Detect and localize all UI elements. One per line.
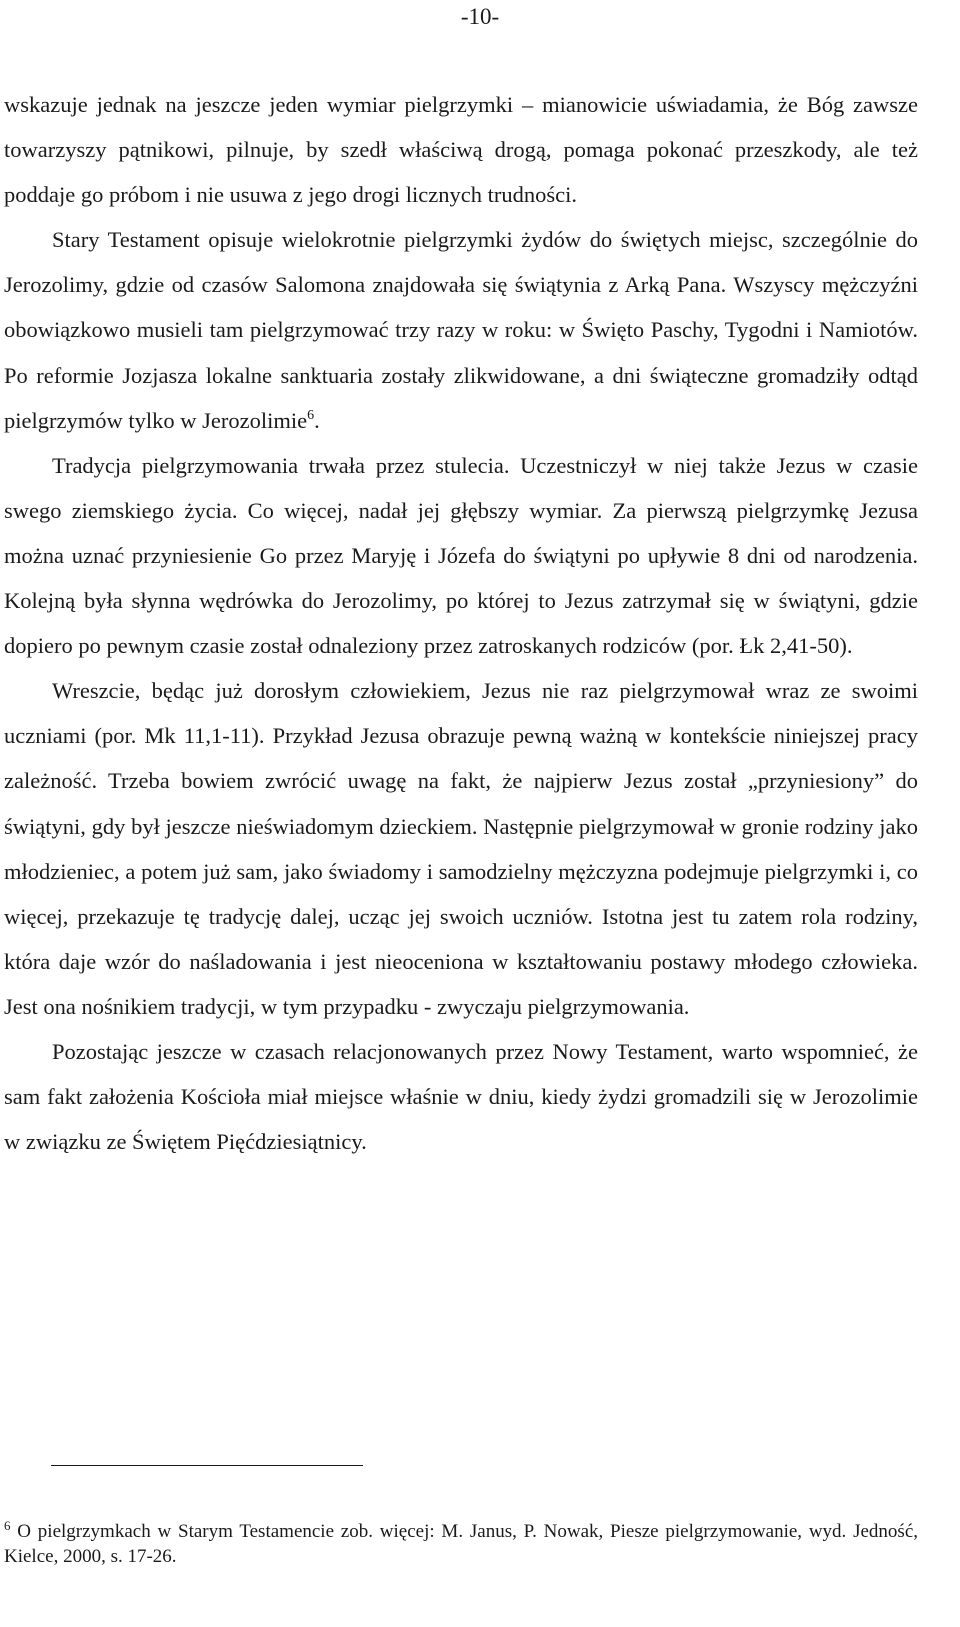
footnote-text: O pielgrzymkach w Starym Testamencie zob. więcej: M. Janus, P. Nowak, Piesze pielgrzymowanie, wyd. Jedność, Kielce, 2000, s. 17-26. [4, 1521, 918, 1567]
footnote [4, 1519, 918, 1569]
paragraph-text: Stary Testament opisuje wielokrotnie pielgrzymki żydów do świętych miejsc, szczególnie do Jerozolimy, gdzie od czasów Salomona znajdowała się świątynia z Arką Pana. Wszyscy mężczyźni obowiązkowo musieli tam pielgrzymować trzy razy w roku: w Święto Paschy, Tygodni i Namiotów. Po reformie Jozjasza lokalne sanktuaria zostały zlikwidowane, a dni świąteczne gromadziły odtąd pielgrzymów tylko w Jerozolimie [4, 227, 918, 433]
paragraph-continued: wskazuje jednak na jeszcze jeden wymiar pielgrzymki – mianowicie uświadamia, że Bóg zawsze towarzyszy pątnikowi, pilnuje, by szedł właściwą drogą, pomaga pokonać przeszkody, ale też poddaje go próbom i nie usuwa z jego drogi licznych trudności. [4, 92, 918, 208]
paragraph-new-testament: Pozostając jeszcze w czasach relacjonowanych przez Nowy Testament, warto wspomnieć, że sam fakt założenia Kościoła miał miejsce właśnie w dniu, kiedy żydzi gromadzili się w Jerozolimie w związku ze Świętem Pięćdziesiątnicy. [4, 1038, 918, 1155]
body-text [4, 82, 918, 1164]
page-number: -10- [460, 4, 500, 29]
paragraph-jesus-pilgrimage: Wreszcie, będąc już dorosłym człowiekiem, Jezus nie raz pielgrzymował wraz ze swoimi uczniami (por. Mk 11,1-11). Przykład Jezusa obrazuje pewną ważną w kontekście niniejszej pracy zależność. Trzeba bowiem zwrócić uwagę na fakt, że najpierw Jezus został „przyniesiony” do świątyni, gdy był jeszcze nieświadomym dzieckiem. Następnie pielgrzymował w gronie rodziny jako młodzieniec, a potem już sam, jako świadomy i samodzielny mężczyzna podejmuje pielgrzymki i, co więcej, przekazuje tę tradycję dalej, ucząc jej swoich uczniów. Istotna jest tu zatem rola rodziny, która daje wzór do naśladowania i jest nieoceniona w kształtowaniu postawy młodego człowieka. Jest ona nośnikiem tradycji, w tym przypadku - zwyczaju pielgrzymowania. [4, 678, 918, 1019]
paragraph-tradition: Tradycja pielgrzymowania trwała przez stulecia. Uczestniczył w niej także Jezus w czasie swego ziemskiego życia. Co więcej, nadał jej głębszy wymiar. Za pierwszą pielgrzymkę Jezusa można uznać przyniesienie Go przez Maryję i Józefa do świątyni po upływie 8 dni od narodzenia. Kolejną była słynna wędrówka do Jerozolimy, po której to Jezus zatrzymał się w świątyni, gdzie dopiero po pewnym czasie został odnaleziony przez zatroskanych rodziców (por. Łk 2,41-50). [4, 452, 918, 659]
paragraph-end-punctuation: . [314, 407, 320, 433]
footnote-reference[interactable]: 6 [307, 407, 315, 423]
paragraph-old-testament [4, 217, 918, 442]
footnote-number: 6 [4, 1518, 11, 1533]
footnote-separator [51, 1465, 363, 1466]
